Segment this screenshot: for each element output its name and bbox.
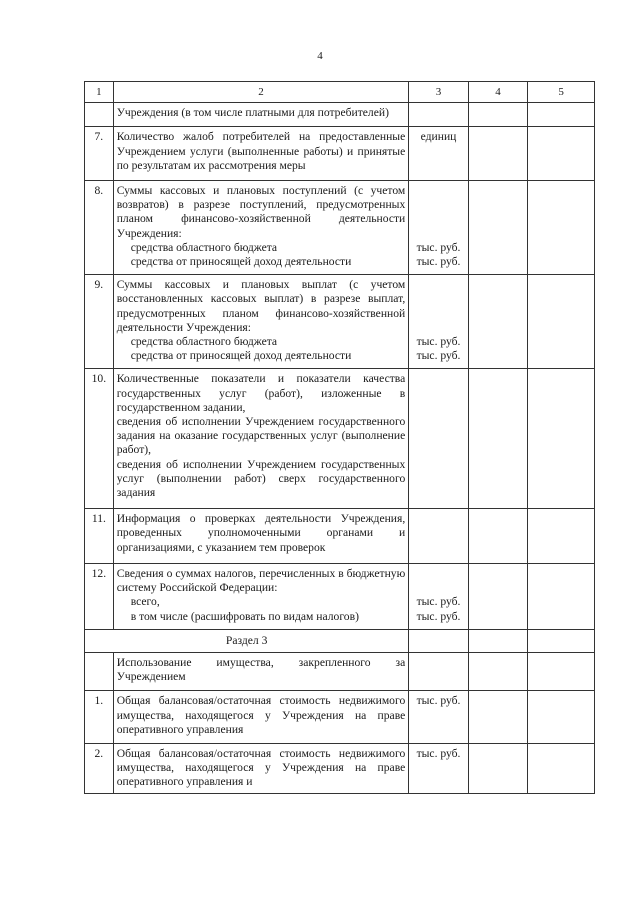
unit-text: тыс. руб. [416, 595, 461, 609]
unit-cell [409, 103, 469, 127]
value-cell [468, 691, 528, 744]
value-cell [528, 691, 595, 744]
value-cell [528, 652, 595, 690]
table-row [85, 127, 595, 181]
description-text: Общая балансовая/остаточная стоимость недвижимого имущества, находящегося у Учреждения на праве оперативного управления [116, 694, 406, 736]
section-title: Раздел 3 [85, 629, 409, 652]
table-row [85, 743, 595, 793]
column-header: 2 [113, 82, 409, 103]
row-description [113, 103, 409, 127]
table-row [85, 652, 595, 690]
row-number: 8. [85, 181, 114, 275]
row-number: 10. [85, 369, 114, 509]
description-text: Суммы кассовых и плановых поступлений (с учетом возвратов) в разрезе поступлений, предусмотренных планом финансово-хозяйственной деятельности Учреждения: [116, 184, 406, 240]
report-table [84, 81, 595, 794]
row-number: 11. [85, 509, 114, 564]
description-text: Количество жалоб потребителей на предоставленные Учреждением услуги (выполненные работы) и принятые по результатам их рассмотрения меры [116, 130, 406, 172]
unit-text: тыс. руб. [416, 746, 461, 760]
description-text: Использование имущества, закрепленного за Учреждением [116, 655, 406, 684]
unit-cell [409, 563, 469, 629]
sub-item: всего, [130, 595, 160, 609]
value-cell [468, 629, 528, 652]
unit-text: тыс. руб. [416, 335, 461, 349]
table-header-row [85, 82, 595, 103]
value-cell [468, 275, 528, 369]
unit-cell [409, 509, 469, 564]
description-text: сведения об исполнении Учреждением государственного задания на оказание государственных услуг (выполнение работ), [116, 415, 406, 457]
value-cell [528, 629, 595, 652]
row-description [113, 181, 409, 275]
value-cell [528, 743, 595, 793]
unit-text: тыс. руб. [416, 694, 461, 708]
value-cell [528, 369, 595, 509]
unit-cell [409, 743, 469, 793]
description-text: Суммы кассовых и плановых выплат (с учетом восстановленных кассовых выплат) в разрезе выплат, предусмотренных планом финансово-хозяйственной деятельности Учреждения: [116, 278, 406, 334]
description-text: Количественные показатели и показатели качества государственных услуг (работ), изложенные в государственном задании, [116, 372, 406, 414]
table-row [85, 563, 595, 629]
value-cell [468, 652, 528, 690]
unit-cell [409, 369, 469, 509]
row-number: 7. [85, 127, 114, 181]
row-description [113, 127, 409, 181]
sub-item: средства областного бюджета [130, 335, 278, 349]
unit-cell [409, 691, 469, 744]
row-description [113, 691, 409, 744]
value-cell [468, 103, 528, 127]
column-header: 3 [409, 82, 469, 103]
row-number: 12. [85, 563, 114, 629]
column-header: 4 [468, 82, 528, 103]
value-cell [468, 509, 528, 564]
row-description [113, 275, 409, 369]
row-description [113, 563, 409, 629]
page-number: 4 [317, 50, 323, 62]
sub-item: в том числе (расшифровать по видам налогов) [130, 609, 359, 623]
table-row [85, 509, 595, 564]
value-cell [528, 127, 595, 181]
row-number: 1. [85, 691, 114, 744]
unit-text: тыс. руб. [416, 349, 461, 363]
row-description [113, 652, 409, 690]
value-cell [468, 127, 528, 181]
description-text: Общая балансовая/остаточная стоимость недвижимого имущества, находящегося у Учреждения на праве оперативного управления и [116, 746, 406, 789]
description-text: Сведения о суммах налогов, перечисленных в бюджетную систему Российской Федерации: [116, 566, 406, 595]
table-row [85, 275, 595, 369]
unit-text: единиц [420, 130, 457, 144]
table-row [85, 103, 595, 127]
unit-text: тыс. руб. [416, 240, 461, 254]
table-row [85, 691, 595, 744]
row-description [113, 509, 409, 564]
unit-text: тыс. руб. [416, 609, 461, 623]
table-row [85, 181, 595, 275]
table-row [85, 369, 595, 509]
unit-cell [409, 629, 469, 652]
column-header: 5 [528, 82, 595, 103]
row-description [113, 369, 409, 509]
sub-item: средства областного бюджета [130, 240, 278, 254]
description-text: сведения об исполнении Учреждением государственных услуг (выполнении работ) сверх государственного задания [116, 457, 406, 500]
section-header-row [85, 629, 595, 652]
value-cell [528, 103, 595, 127]
value-cell [468, 369, 528, 509]
unit-text: тыс. руб. [416, 255, 461, 269]
description-text: Информация о проверках деятельности Учреждения, проведенных уполномоченными органами и организациями, с указанием тем проверок [116, 512, 406, 554]
column-header: 1 [85, 82, 114, 103]
value-cell [528, 275, 595, 369]
unit-cell [409, 652, 469, 690]
row-number [85, 652, 114, 690]
value-cell [528, 563, 595, 629]
unit-cell [409, 127, 469, 181]
value-cell [468, 181, 528, 275]
row-number: 9. [85, 275, 114, 369]
value-cell [468, 743, 528, 793]
value-cell [528, 181, 595, 275]
sub-item: средства от приносящей доход деятельности [130, 255, 352, 269]
row-number: 2. [85, 743, 114, 793]
description-text: Учреждения (в том числе платными для потребителей) [116, 106, 389, 120]
value-cell [468, 563, 528, 629]
row-number [85, 103, 114, 127]
sub-item: средства от приносящей доход деятельности [130, 349, 352, 363]
unit-cell [409, 275, 469, 369]
row-description [113, 743, 409, 793]
value-cell [528, 509, 595, 564]
unit-cell [409, 181, 469, 275]
